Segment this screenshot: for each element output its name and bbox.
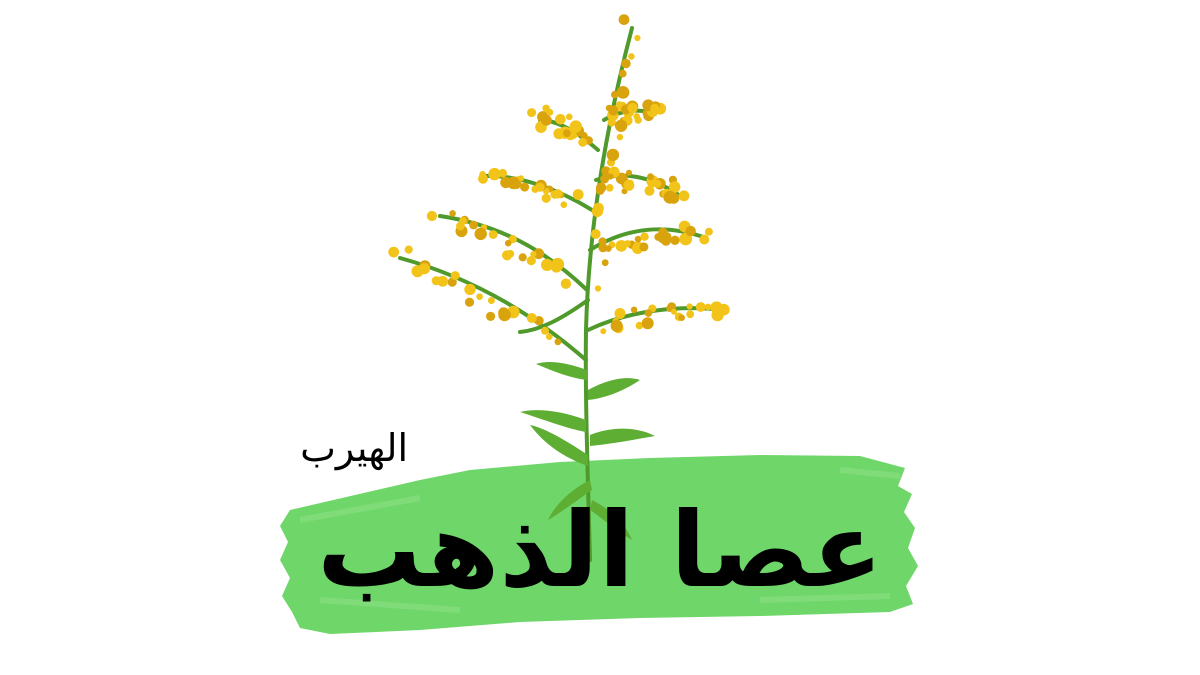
flower-bud [626, 170, 632, 176]
flower-bud [541, 115, 552, 126]
flower-bud [550, 190, 559, 199]
flower-bud [621, 59, 631, 69]
flower-bud [617, 86, 630, 99]
flower-bud [432, 276, 441, 285]
flower-bud [619, 70, 627, 78]
flower-bud [705, 228, 713, 236]
flower-bud [555, 114, 566, 125]
flower-bud [624, 240, 631, 247]
flower-bud [530, 251, 536, 257]
flower-bud [640, 233, 648, 241]
flower-bud [476, 293, 483, 300]
flower-bud [639, 242, 648, 251]
flower-bud [489, 230, 498, 239]
flower-bud [593, 203, 604, 214]
site-brand-subtitle: الهيرب [300, 426, 408, 470]
flower-bud [451, 271, 460, 280]
flower-bud [542, 105, 549, 112]
flower-bud [405, 246, 413, 254]
flower-bud [595, 285, 601, 291]
flower-bud [627, 103, 637, 113]
flower-bud [479, 171, 486, 178]
flower-bud [645, 309, 653, 317]
flower-bud [602, 259, 609, 266]
flower-bud [645, 186, 655, 196]
flower-bud [527, 108, 536, 117]
flower-bud [498, 307, 509, 318]
flower-bud [619, 14, 630, 25]
flower-bud [628, 53, 635, 60]
flower-bud [653, 180, 661, 188]
flower-bud [419, 263, 430, 274]
flower-bud [699, 235, 709, 245]
flower-bud [546, 333, 553, 340]
flower-bud [519, 253, 527, 261]
flower-bud [561, 201, 568, 208]
flower-bud [687, 303, 693, 309]
flower-bud [475, 228, 487, 240]
flower-bud [606, 184, 614, 192]
flower-bud [561, 279, 571, 289]
flower-bud [616, 101, 623, 108]
flower-bud [555, 338, 562, 345]
flower-bud [488, 297, 495, 304]
flower-bud [527, 313, 537, 323]
flower-bud [607, 149, 619, 161]
flower-bud [541, 327, 549, 335]
flower-bud [566, 114, 573, 121]
flower-bud [635, 117, 642, 124]
flower-bud [591, 229, 601, 239]
flower-bud [663, 191, 676, 204]
flower-bud [600, 175, 609, 184]
flower-bud [686, 310, 694, 318]
flower-bud [679, 190, 690, 201]
flower-bud [541, 259, 553, 271]
flower-bud [670, 236, 679, 245]
flower-bud [686, 226, 696, 236]
flower-bud [456, 222, 465, 231]
flower-bud [388, 247, 399, 258]
flower-bud [615, 308, 626, 319]
flower-bud [502, 250, 512, 260]
flower-bud [542, 194, 551, 203]
flower-bud [469, 221, 478, 230]
flower-bud [615, 120, 627, 132]
flower-bud [642, 317, 654, 329]
flower-bud [611, 320, 623, 332]
flower-bud [464, 284, 475, 295]
flower-bud [531, 186, 538, 193]
flower-bud [505, 240, 512, 247]
flower-bud [527, 256, 536, 265]
flower-bud [696, 302, 706, 312]
flower-bud [617, 134, 623, 140]
flower-bud [465, 298, 474, 307]
flower-bud [573, 189, 584, 200]
flower-bud [634, 35, 640, 41]
flower-bud [650, 104, 659, 113]
flower-bud [596, 186, 605, 195]
flower-bud [662, 232, 671, 241]
flower-bud [563, 129, 571, 137]
flower-bud [498, 169, 507, 178]
flower-bud [507, 177, 520, 190]
page-title: عصا الذهب [317, 489, 883, 611]
flower-bud [486, 312, 495, 321]
flower-bud [449, 210, 456, 217]
flower-bud [427, 211, 437, 221]
flower-bud [647, 173, 654, 180]
flower-bud [678, 314, 685, 321]
flower-bud [605, 245, 612, 252]
flower-bud [718, 304, 730, 316]
flower-bud [600, 328, 606, 334]
flower-bud [631, 307, 638, 314]
flower-bud [608, 118, 616, 126]
flower-bud [578, 138, 587, 147]
flower-bud [623, 180, 634, 191]
flower-bud [553, 128, 564, 139]
